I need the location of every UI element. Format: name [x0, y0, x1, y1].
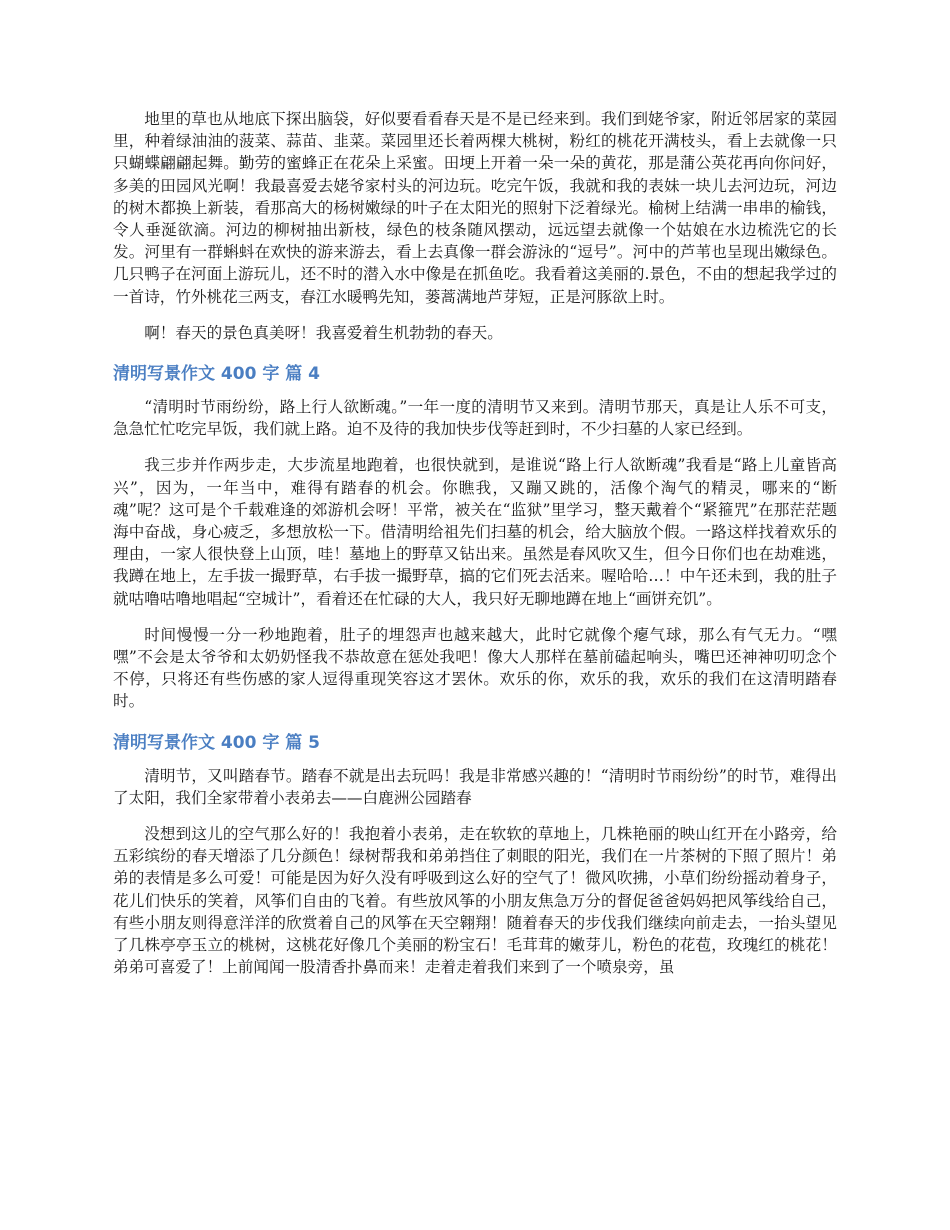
paragraph-qingming-intro: “清明时节雨纷纷，路上行人欲断魂。”一年一度的清明节又来到。清明节那天，真是让人乐不可支，急急忙忙吃完早饭，我们就上路。迫不及待的我加快步伐等赶到时，不少扫墓的人家已经到。	[113, 398, 837, 439]
paragraph-tachun-intro: 清明节，又叫踏春节。踏春不就是出去玩吗！我是非常感兴趣的！“清明时节雨纷纷”的时节，难得出了太阳，我们全家带着小表弟去——白鹿洲公园踏春	[113, 766, 837, 807]
paragraph-gap	[113, 610, 837, 624]
paragraph-qingming-time: 时间慢慢一分一秒地跑着，肚子的埋怨声也越来越大，此时它就像个瘪气球，那么有气无力。“嘿嘿”不会是太爷爷和太奶奶怪我不恭故意在惩处我吧！像大人那样在墓前磕起响头，嘴巴还神神叨叨念个不停，只将还有些伤感的家人逗得重现笑容这才罢休。欢乐的你，欢乐的我，欢乐的我们在这清明踏春时。	[113, 625, 837, 711]
paragraph-gap	[113, 713, 837, 727]
section-heading-5: 清明写景作文 400 字 篇 5	[113, 732, 320, 753]
paragraph-spring-exclaim: 啊！春天的景色真美呀！我喜爱着生机勃勃的春天。	[144, 323, 503, 342]
document-page	[113, 108, 837, 979]
paragraph-qingming-walk: 我三步并作两步走，大步流星地跑着，也很快就到，是谁说“路上行人欲断魂”我看是“路上儿童皆高兴”，因为，一年当中，难得有踏春的机会。你瞧我，又蹦又跳的，活像个淘气的精灵，哪来的“断魂”呢？这可是个千载难逢的郊游机会呀！平常，被关在“监狱”里学习，整天戴着个“紧箍咒”在那茫茫题海中奋战，身心疲乏，多想放松一下。借清明给祖先们扫墓的机会，给大脑放个假。一路这样找着欢乐的理由，一家人很快登上山顶，哇！墓地上的野草又钻出来。虽然是春风吹又生，但今日你们也在劫难逃，我蹲在地上，左手拔一撮野草，右手拔一撮野草，搞的它们死去活来。喔哈哈…！中午还未到，我的肚子就咕噜咕噜地唱起“空城计”，看着还在忙碌的大人，我只好无聊地蹲在地上“画饼充饥”。	[113, 456, 837, 608]
paragraph-park: 没想到这儿的空气那么好的！我抱着小表弟，走在软软的草地上，几株艳丽的映山红开在小路旁，给五彩缤纷的春天增添了几分颜色！绿树帮我和弟弟挡住了刺眼的阳光，我们在一片茶树的下照了照片！弟弟的表情是多么可爱！可能是因为好久没有呼吸到这么好的空气了！微风吹拂，小草们纷纷摇动着身子，花儿们快乐的笑着，风筝们自由的飞着。有些放风筝的小朋友焦急万分的督促爸爸妈妈把风筝线给自己，有些小朋友则得意洋洋的欣赏着自己的风筝在天空翱翔！随着春天的步伐我们继续向前走去，一抬头望见了几株亭亭玉立的桃树，这桃花好像几个美丽的粉宝石！毛茸茸的嫩芽儿，粉色的花苞，玫瑰红的桃花！弟弟可喜爱了！上前闻闻一股清香扑鼻而来！走着走着我们来到了一个喷泉旁，虽	[113, 825, 837, 977]
section-heading-4: 清明写景作文 400 字 篇 4	[113, 364, 320, 385]
paragraph-gap	[113, 344, 837, 358]
paragraph-gap	[113, 440, 837, 454]
paragraph-gap	[113, 308, 837, 322]
paragraph-spring-scenery: 地里的草也从地底下探出脑袋，好似要看看春天是不是已经来到。我们到姥爷家，附近邻居家的菜园里，种着绿油油的菠菜、蒜苗、韭菜。菜园里还长着两棵大桃树，粉红的桃花开满枝头，看上去就像一只只蝴蝶翩翩起舞。勤劳的蜜蜂正在花朵上采蜜。田埂上开着一朵一朵的黄花，那是蒲公英花再向你问好，多美的田园风光啊！我最喜爱去姥爷家村头的河边玩。吃完午饭，我就和我的表妹一块儿去河边玩，河边的树木都换上新装，看那高大的杨树嫩绿的叶子在太阳光的照射下泛着绿光。榆树上结满一串串的榆钱，令人垂涎欲滴。河边的柳树抽出新枝，绿色的枝条随风摆动，远远望去就像一个姑娘在水边梳洗它的长发。河里有一群蝌蚪在欢快的游来游去，看上去真像一群会游泳的“逗号”。河中的芦苇也呈现出嫩绿色。几只鸭子在河面上游玩儿，还不时的潜入水中像是在抓鱼吃。我看着这美丽的.景色，不由的想起我学过的一首诗，竹外桃花三两支，春江水暖鸭先知，蒌蒿满地芦芽短，正是河豚欲上时。	[113, 110, 837, 306]
paragraph-gap	[113, 809, 837, 823]
